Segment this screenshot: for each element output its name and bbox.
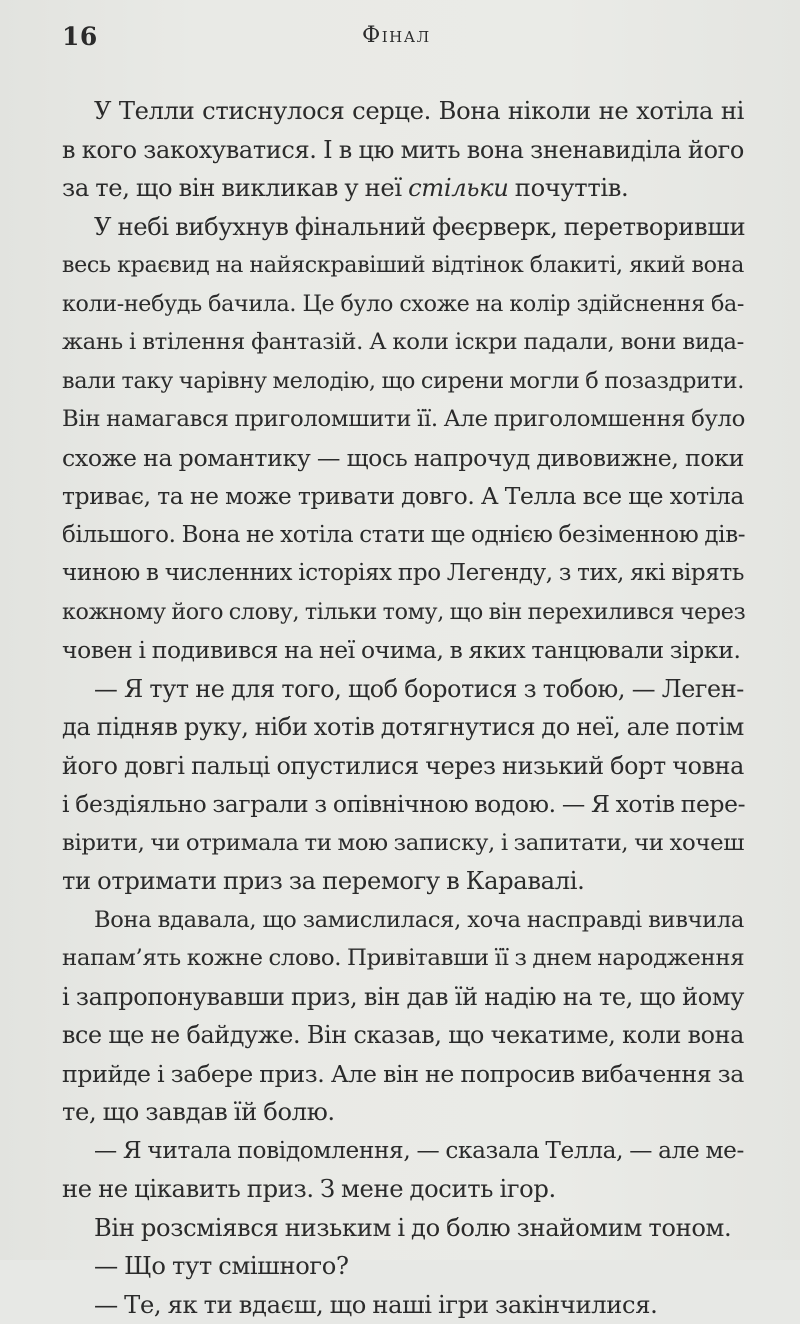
text-line: — Я читала повідомлення, — сказала Телла, — але ме- bbox=[62, 1132, 744, 1171]
text-line: схоже на романтику — щось напрочуд дивовижне, поки bbox=[62, 439, 744, 478]
text-line: напам’ять кожне слово. Привітавши її з днем народження bbox=[62, 939, 744, 978]
text-line: чиною в численних історіях про Легенду, з тих, які вірять bbox=[62, 554, 744, 593]
text-line: — Я тут не для того, щоб боротися з тобою, — Леген- bbox=[62, 670, 744, 709]
text-line: все ще не байдуже. Він сказав, що чекатиме, коли вона bbox=[62, 1016, 744, 1055]
text-line: не не цікавить приз. З мене досить ігор. bbox=[62, 1170, 744, 1209]
emphasized-word: стільки bbox=[408, 174, 508, 202]
running-title: Фінал bbox=[362, 23, 431, 48]
text-line: кожному його слову, тільки тому, що він перехилився через bbox=[62, 593, 744, 632]
text-line: Він розсміявся низьким і до болю знайомим тоном. bbox=[62, 1209, 744, 1248]
text-segment: за те, що він викликав у неї bbox=[62, 174, 408, 202]
text-line: — Те, як ти вдаєш, що наші ігри закінчилися. bbox=[62, 1286, 744, 1324]
text-line: Вона вдавала, що замислилася, хоча насправді вивчила bbox=[62, 901, 744, 940]
text-line: вали таку чарівну мелодію, що сирени могли б позаздрити. bbox=[62, 362, 744, 401]
text-line: У Телли стиснулося серце. Вона ніколи не хотіла ні bbox=[62, 92, 744, 131]
text-segment: почуттів. bbox=[508, 174, 628, 202]
body-text bbox=[62, 92, 744, 1324]
text-line: більшого. Вона не хотіла стати ще однією безіменною дів- bbox=[62, 516, 744, 555]
text-line: прийде і забере приз. Але він не попросив вибачення за bbox=[62, 1055, 744, 1094]
text-line: жань і втілення фантазій. А коли іскри падали, вони вида- bbox=[62, 323, 744, 362]
text-line: човен і подивився на неї очима, в яких танцювали зірки. bbox=[62, 631, 744, 670]
text-line: весь краєвид на найяскравіший відтінок блакиті, який вона bbox=[62, 246, 744, 285]
text-line: коли-небудь бачила. Це було схоже на колір здійснення ба- bbox=[62, 285, 744, 324]
text-line: те, що завдав їй болю. bbox=[62, 1093, 744, 1132]
text-line: ти отримати приз за перемогу в Каравалі. bbox=[62, 862, 744, 901]
text-line: в кого закохуватися. І в цю мить вона зненавиділа його bbox=[62, 131, 744, 170]
text-line: — Що тут смішного? bbox=[62, 1247, 744, 1286]
text-line: і запропонувавши приз, він дав їй надію на те, що йому bbox=[62, 978, 744, 1017]
page-number: 16 bbox=[62, 22, 98, 51]
text-line: Він намагався приголомшити її. Але приголомшення було bbox=[62, 400, 744, 439]
page-header bbox=[62, 22, 740, 52]
text-line: його довгі пальці опустилися через низький борт човна bbox=[62, 747, 744, 786]
text-line bbox=[62, 169, 744, 208]
text-line: да підняв руку, ніби хотів дотягнутися до неї, але потім bbox=[62, 708, 744, 747]
text-line: вірити, чи отримала ти мою записку, і запитати, чи хочеш bbox=[62, 824, 744, 863]
text-line: триває, та не може тривати довго. А Телла все ще хотіла bbox=[62, 477, 744, 516]
text-line: і бездіяльно заграли з опівнічною водою. — Я хотів пере- bbox=[62, 785, 744, 824]
text-line: У небі вибухнув фінальний феєрверк, перетворивши bbox=[62, 208, 744, 247]
